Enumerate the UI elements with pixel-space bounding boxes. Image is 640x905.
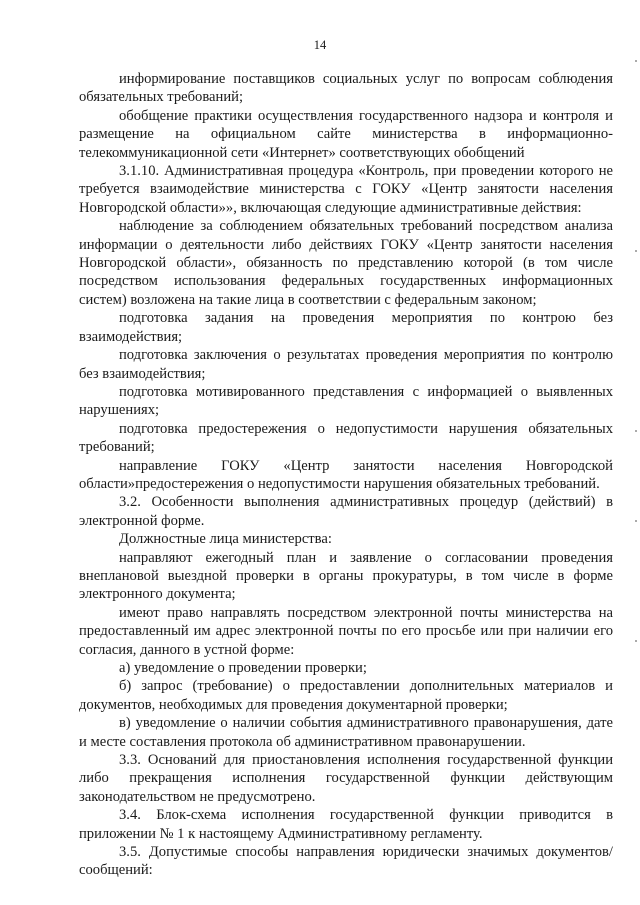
scan-mark [635, 60, 637, 62]
section-heading: 3.5. Допустимые способы направления юридически значимых документов/сообщений: [79, 844, 613, 879]
page-number: 14 [313, 38, 327, 52]
paragraph: подготовка задания на проведения мероприятия по контрою без взаимодействия; [79, 310, 613, 345]
paragraph: 3.1.10. Административная процедура «Контроль, при проведении которого не требуется взаимодействие министерства с ГОКУ «Центр занятости населения Новгородской области»», включающая следующие административные действия: [79, 163, 613, 216]
paragraph: имеют право направлять посредством электронной почты министерства на предоставленный им адрес электронной почты по его просьбе или при наличии его согласия, данного в устной форме: [79, 604, 613, 658]
paragraph: подготовка заключения о результатах проведения мероприятия по контролю без взаимодействия; [79, 347, 613, 382]
paragraph: подготовка предостережения о недопустимости нарушения обязательных требований; [79, 420, 613, 456]
paragraph: направление ГОКУ «Центр занятости населения Новгородской области»предостережения о недопустимости нарушения обязательных требований. [79, 457, 613, 492]
paragraph: информирование поставщиков социальных услуг по вопросам соблюдения обязательных требований; [79, 71, 613, 106]
section-heading: 3.3. Оснований для приостановления исполнения государственной функции либо прекращения исполнения государственной функции действующим законодательством не предусмотрено. [79, 752, 613, 805]
scan-mark [635, 640, 637, 642]
list-item: в) уведомление о наличии события административного правонарушения, дате и месте составления протокола об административном правонарушении. [79, 715, 613, 750]
paragraph: направляют ежегодный план и заявление о согласовании проведения внеплановой выездной проверки в органы прокуратуры, в том числе в форме электронного документа; [79, 549, 613, 603]
paragraph: Должностные лица министерства: [119, 531, 332, 548]
scan-mark [635, 430, 637, 432]
paragraph: подготовка мотивированного представления с информацией о выявленных нарушениях; [79, 383, 613, 419]
document-body [79, 70, 613, 880]
section-heading: 3.4. Блок-схема исполнения государственной функции приводится в приложении № 1 к настоящему Административному регламенту. [79, 807, 613, 842]
paragraph: наблюдение за соблюдением обязательных требований посредством анализа информации о деятельности либо действиях ГОКУ «Центр занятости населения Новгородской области», обязанность по представлению которой (в том числе посредством использования федеральных государственных информационных систем) возложена на такие лица в соответствии с федеральным законом; [79, 218, 613, 308]
scan-mark [635, 520, 637, 522]
scan-mark [635, 250, 637, 252]
list-item: а) уведомление о проведении проверки; [119, 660, 367, 676]
section-heading: 3.2. Особенности выполнения административных процедур (действий) в электронной форме. [79, 494, 613, 529]
paragraph: обобщение практики осуществления государственного надзора и контроля и размещение на официальном сайте министерства в информационно-телекоммуникационной сети «Интернет» соответствующих обобщений [79, 107, 613, 161]
list-item: б) запрос (требование) о предоставлении дополнительных материалов и документов, необходимых для проведения документарной проверки; [79, 678, 613, 713]
